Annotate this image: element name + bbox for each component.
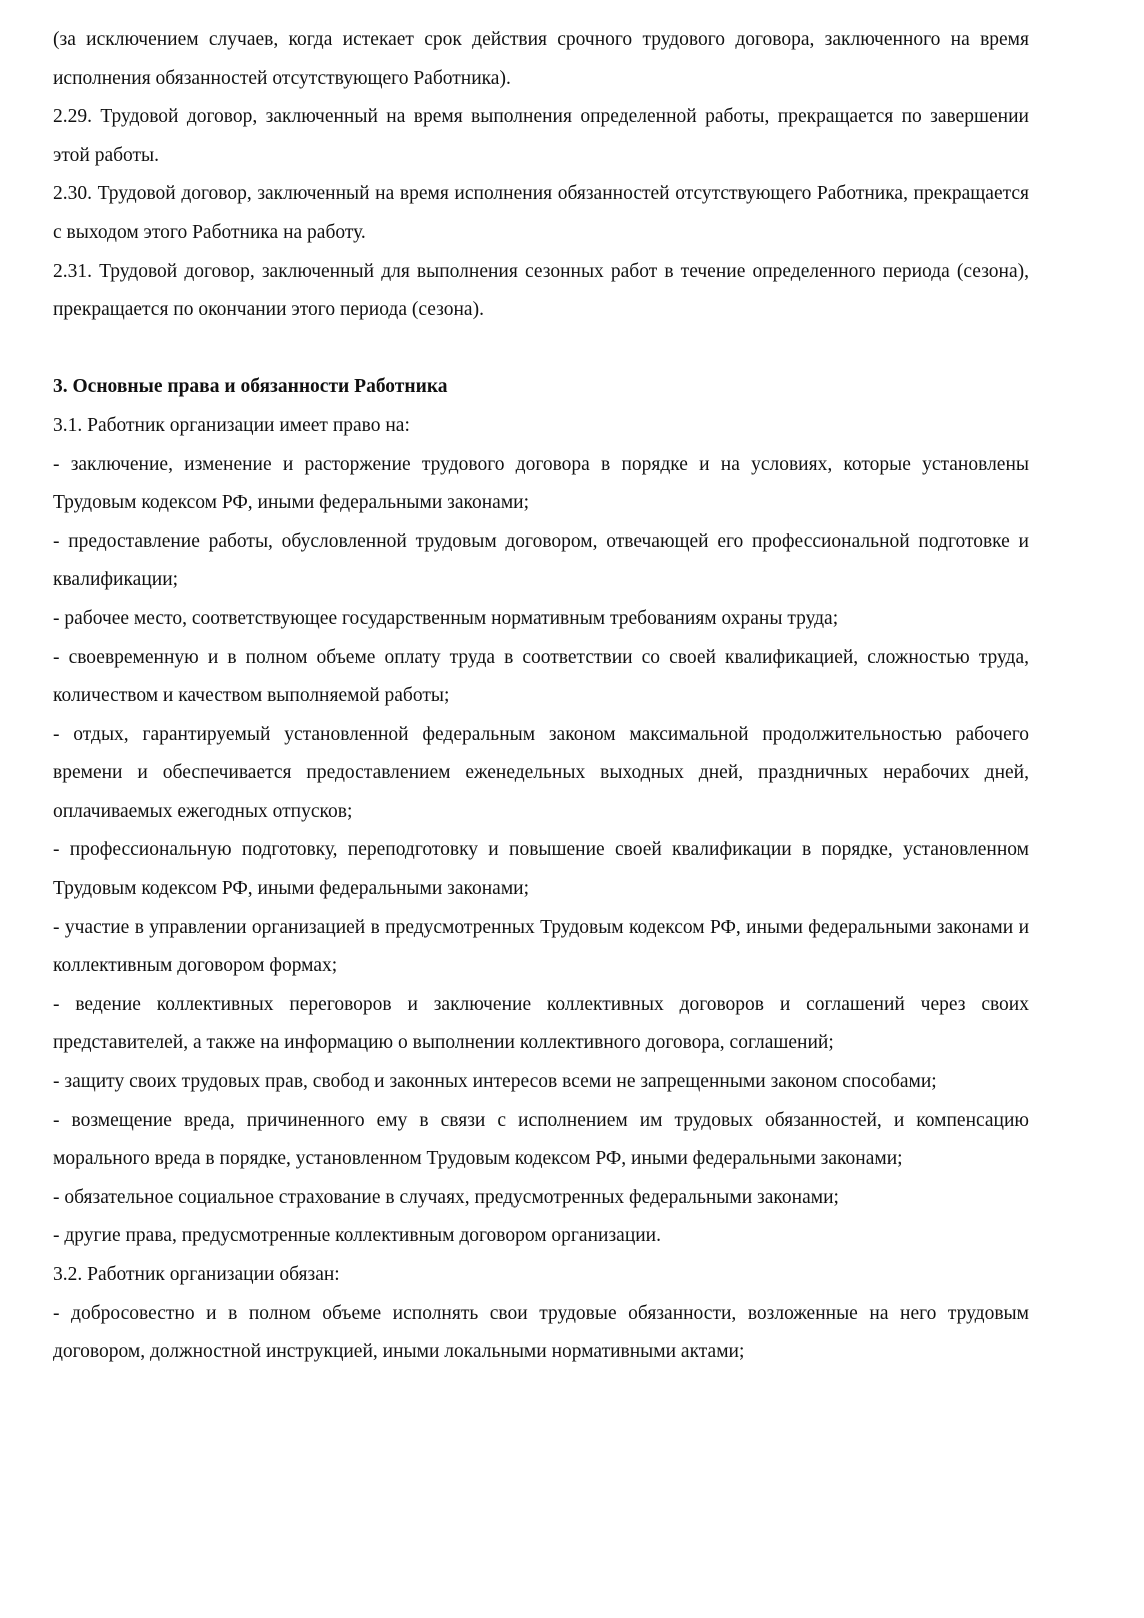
- paragraph-2-30: 2.30. Трудовой договор, заключенный на время исполнения обязанностей отсутствующего Работника, прекращается с выходом этого Работника на работу.: [53, 183, 1029, 243]
- paragraph-2-31: 2.31. Трудовой договор, заключенный для выполнения сезонных работ в течение определенного периода (сезона), прекращается по окончании этого периода (сезона).: [53, 260, 1029, 321]
- paragraph-3-1-intro: 3.1. Работник организации имеет право на:: [53, 414, 410, 436]
- rights-list-item: - защиту своих трудовых прав, свобод и законных интересов всеми не запрещенными законом способами;: [53, 1071, 937, 1093]
- rights-list-item: - ведение коллективных переговоров и заключение коллективных договоров и соглашений через своих представителей, а также на информацию о выполнении коллективного договора, соглашений;: [53, 993, 1029, 1054]
- rights-list-item: - предоставление работы, обусловленной трудовым договором, отвечающей его профессиональной подготовке и квалификации;: [53, 530, 1029, 591]
- section-spacer: [53, 330, 1029, 369]
- rights-list-item: - обязательное социальное страхование в случаях, предусмотренных федеральными законами;: [53, 1186, 839, 1208]
- duties-list-item: - добросовестно и в полном объеме исполнять свои трудовые обязанности, возложенные на него трудовым договором, должностной инструкцией, иными локальными нормативными актами;: [53, 1302, 1029, 1363]
- rights-list-item: - отдых, гарантируемый установленной федеральным законом максимальной продолжительностью рабочего времени и обеспечивается предоставлением еженедельных выходных дней, праздничных нерабочих дней, оплачиваемых ежегодных отпусков;: [53, 723, 1029, 822]
- paragraph-2-28-continuation: (за исключением случаев, когда истекает срок действия срочного трудового договора, заключенного на время исполнения обязанностей отсутствующего Работника).: [53, 29, 1029, 89]
- rights-list-item: - рабочее место, соответствующее государственным нормативным требованиям охраны труда;: [53, 607, 839, 629]
- rights-list-item: - профессиональную подготовку, переподготовку и повышение своей квалификации в порядке, установленном Трудовым кодексом РФ, иными федеральными законами;: [53, 839, 1029, 900]
- rights-list-item: - своевременную и в полном объеме оплату труда в соответствии со своей квалификацией, сложностью труда, количеством и качеством выполняемой работы;: [53, 646, 1029, 707]
- paragraph-2-29: 2.29. Трудовой договор, заключенный на время выполнения определенной работы, прекращается по завершении этой работы.: [53, 106, 1029, 166]
- rights-list-item: - участие в управлении организацией в предусмотренных Трудовым кодексом РФ, иными федеральными законами и коллективным договором формах;: [53, 916, 1029, 977]
- rights-list-item: - заключение, изменение и расторжение трудового договора в порядке и на условиях, которые установлены Трудовым кодексом РФ, иными федеральными законами;: [53, 453, 1029, 514]
- document-page: [53, 21, 1029, 1372]
- rights-list-item: - другие права, предусмотренные коллективным договором организации.: [53, 1225, 661, 1247]
- paragraph-3-2-intro: 3.2. Работник организации обязан:: [53, 1264, 340, 1285]
- rights-list-item: - возмещение вреда, причиненного ему в связи с исполнением им трудовых обязанностей, и компенсацию морального вреда в порядке, установленном Трудовым кодексом РФ, иными федеральными законами;: [53, 1109, 1029, 1170]
- section-3-heading: 3. Основные права и обязанности Работника: [53, 376, 448, 398]
